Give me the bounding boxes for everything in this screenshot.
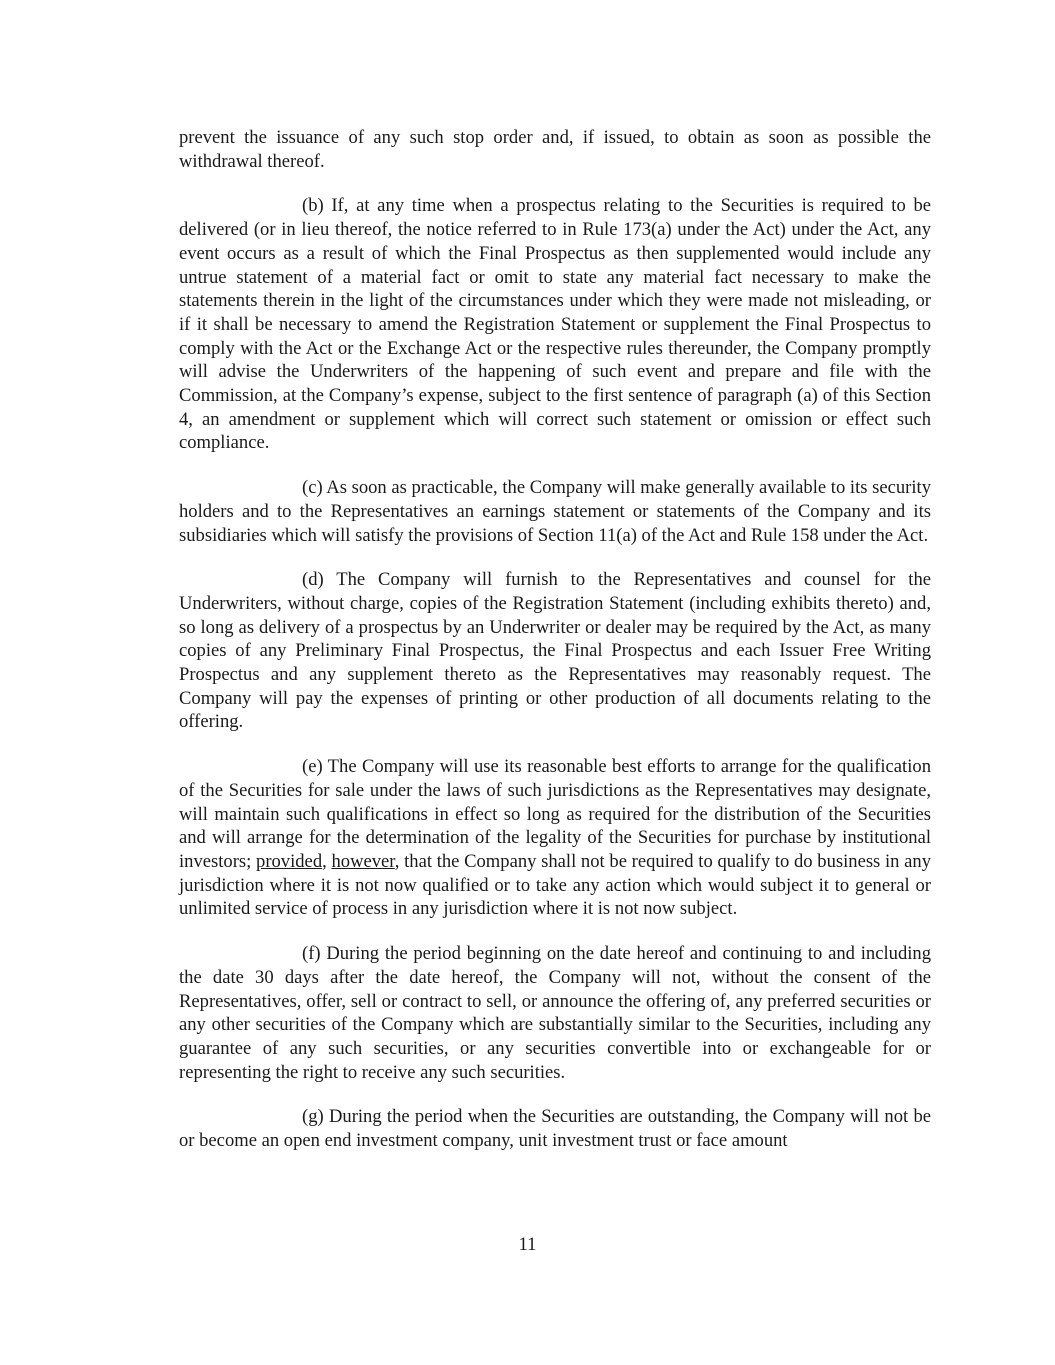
paragraph-g: (g) During the period when the Securities are outstanding, the Company will not be or become an open end investment company, unit investment trust or face amount <box>179 1106 931 1152</box>
paragraph-continuation: prevent the issuance of any such stop order and, if issued, to obtain as soon as possible the withdrawal thereof. <box>179 127 931 172</box>
paragraph-e-text-before: (e) The Company will use its reasonable best efforts to arrange for the qualification of the Securities for sale under the laws of such jurisdictions as the Representatives may designate, will maintain such qualifications in effect so long as required for the distribution of the Securities and will arrange for the determination of the legality of the Securities for purchase by institutional investors; <box>179 756 931 872</box>
paragraph-f: (f) During the period beginning on the date hereof and continuing to and including the date 30 days after the date hereof, the Company will not, without the consent of the Representatives, offer, sell or contract to sell, or announce the offering of, any preferred securities or any other securities of the Company which are substantially similar to the Securities, including any guarantee of any such securities, or any securities convertible into or exchangeable for or representing the right to receive any such securities. <box>179 943 931 1083</box>
paragraph-e <box>179 755 931 921</box>
underlined-however: however <box>331 850 395 872</box>
paragraph-e-text-after: , that the Company shall not be required to qualify to do business in any jurisdiction where it is not now qualified or to take any action which would subject it to general or unlimited service of process in any jurisdiction where it is not now subject. <box>179 850 932 920</box>
document-page <box>179 126 931 1174</box>
paragraph-b: (b) If, at any time when a prospectus relating to the Securities is required to be delivered (or in lieu thereof, the notice referred to in Rule 173(a) under the Act) under the Act, any event occurs as a result of which the Final Prospectus as then supplemented would include any untrue statement of a material fact or omit to state any material fact necessary to make the statements therein in the light of the circumstances under which they were made not misleading, or if it shall be necessary to amend the Registration Statement or supplement the Final Prospectus to comply with the Act or the Exchange Act or the respective rules thereunder, the Company promptly will advise the Underwriters of the happening of such event and prepare and file with the Commission, at the Company’s expense, subject to the first sentence of paragraph (a) of this Section 4, an amendment or supplement which will correct such statement or omission or effect such compliance. <box>179 195 931 454</box>
paragraph-d: (d) The Company will furnish to the Representatives and counsel for the Underwriters, without charge, copies of the Registration Statement (including exhibits thereto) and, so long as delivery of a prospectus by an Underwriter or dealer may be required by the Act, as many copies of any Preliminary Final Prospectus, the Final Prospectus and each Issuer Free Writing Prospectus and any supplement thereto as the Representatives may reasonably request. The Company will pay the expenses of printing or other production of all documents relating to the offering. <box>179 569 931 733</box>
paragraph-c: (c) As soon as practicable, the Company will make generally available to its security holders and to the Representatives an earnings statement or statements of the Company and its subsidiaries which will satisfy the provisions of Section 11(a) of the Act and Rule 158 under the Act. <box>179 477 931 546</box>
page-number: 11 <box>518 1234 537 1255</box>
paragraph-e-separator: , <box>322 850 332 872</box>
underlined-provided: provided <box>256 850 323 872</box>
